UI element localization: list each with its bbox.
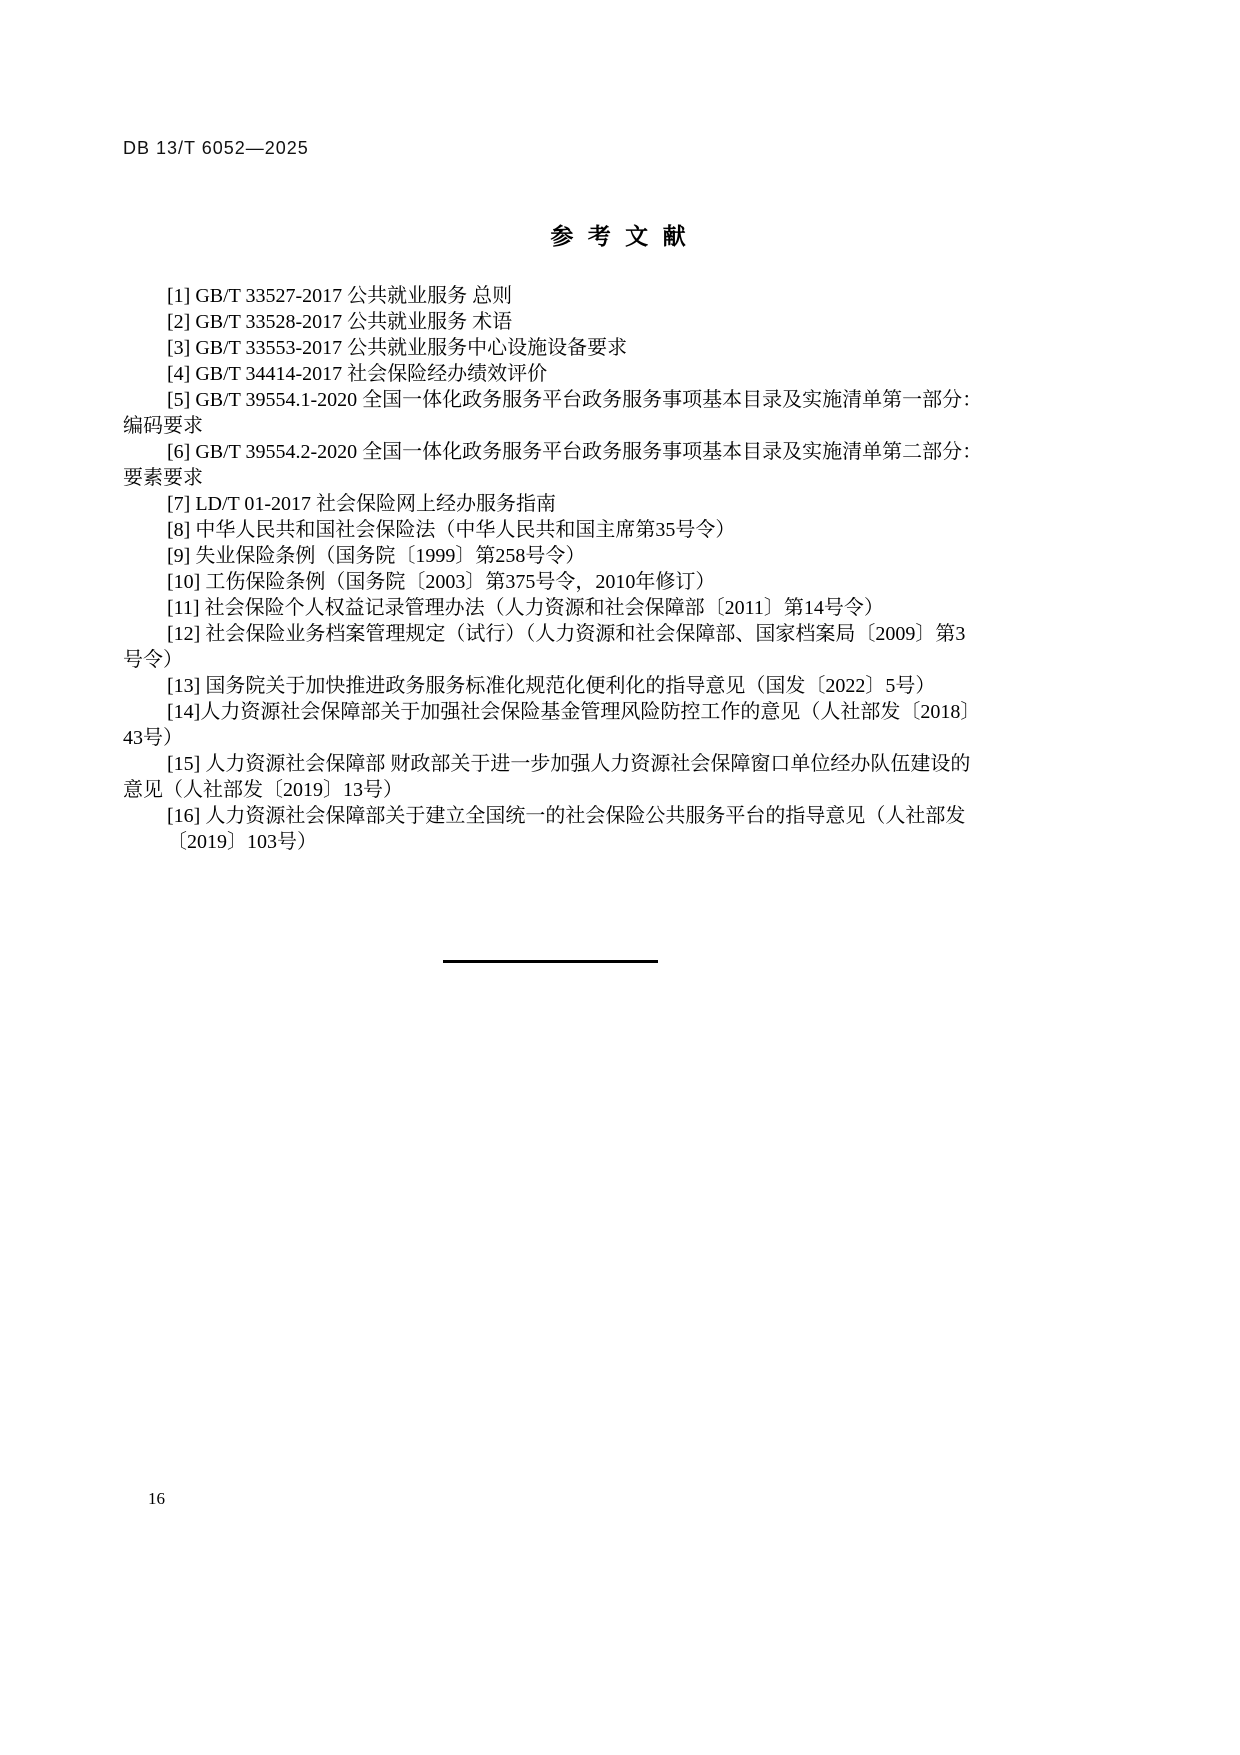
reference-line: [13] 国务院关于加快推进政务服务标准化规范化便利化的指导意见（国发〔2022〕5号） [167,675,936,697]
references-title: 参 考 文 献 [550,223,690,249]
reference-line: 编码要求 [123,415,203,437]
end-of-document-rule [443,960,658,963]
reference-line: 意见（人社部发〔2019〕13号） [123,779,403,801]
reference-line: [8] 中华人民共和国社会保险法（中华人民共和国主席第35号令） [167,519,736,541]
reference-line: [6] GB/T 39554.2-2020 全国一体化政务服务平台政务服务事项基本目录及实施清单第二部分： [167,441,983,463]
reference-line: [5] GB/T 39554.1-2020 全国一体化政务服务平台政务服务事项基本目录及实施清单第一部分： [167,389,983,411]
reference-line: [2] GB/T 33528-2017 公共就业服务 术语 [167,311,513,333]
page-number: 16 [148,1489,165,1508]
reference-line: [9] 失业保险条例（国务院〔1999〕第258号令） [167,545,586,567]
reference-line: [7] LD/T 01-2017 社会保险网上经办服务指南 [167,493,557,515]
reference-line: 43号） [123,727,183,749]
standard-code-header: DB 13/T 6052—2025 [123,138,309,158]
reference-line: 号令） [123,649,183,671]
reference-line: [1] GB/T 33527-2017 公共就业服务 总则 [167,285,513,307]
references-list [123,283,1119,855]
reference-line: [4] GB/T 34414-2017 社会保险经办绩效评价 [167,363,548,385]
reference-line: [14]人力资源社会保障部关于加强社会保险基金管理风险防控工作的意见（人社部发〔2018〕 [167,701,981,723]
reference-line: [15] 人力资源社会保障部 财政部关于进一步加强人力资源社会保障窗口单位经办队伍建设的 [167,753,971,775]
reference-line: 〔2019〕103号） [167,831,317,853]
reference-line: [10] 工伤保险条例（国务院〔2003〕第375号令，2010年修订） [167,571,716,593]
reference-line: 要素要求 [123,467,203,489]
reference-line: [11] 社会保险个人权益记录管理办法（人力资源和社会保障部〔2011〕第14号令） [167,597,884,619]
reference-line: [3] GB/T 33553-2017 公共就业服务中心设施设备要求 [167,337,628,359]
reference-line: [12] 社会保险业务档案管理规定（试行）（人力资源和社会保障部、国家档案局〔2009〕第3 [167,623,966,645]
reference-line: [16] 人力资源社会保障部关于建立全国统一的社会保险公共服务平台的指导意见（人社部发 [167,805,966,827]
